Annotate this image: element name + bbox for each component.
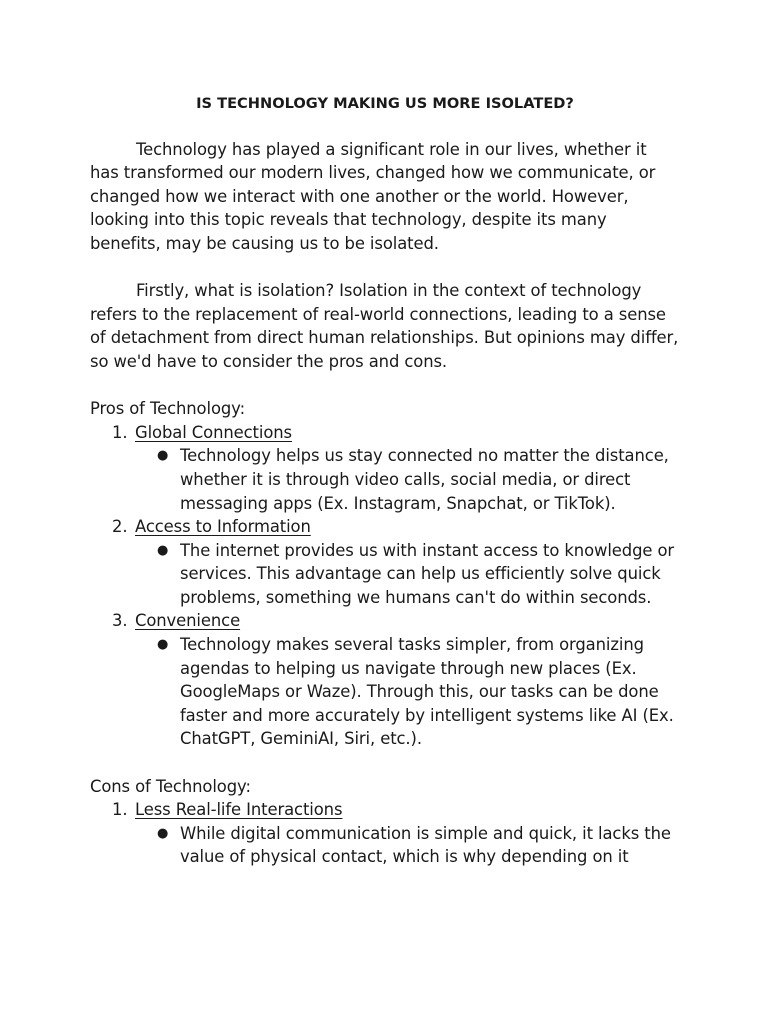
- cons-item: [90, 798, 680, 869]
- definition-paragraph: Firstly, what is isolation? Isolation in the context of technology refers to the replacement of real-world connections, leading to a sense of detachment from direct human relationships. But opinions may differ, so we'd have to consider the pros and cons.: [90, 281, 679, 371]
- bullet-item: [135, 444, 680, 515]
- pros-list: [90, 421, 680, 751]
- item-title: Access to Information: [135, 517, 311, 537]
- bullet-icon: ●: [157, 637, 169, 653]
- item-number: 3.: [112, 611, 128, 631]
- bullet-text: While digital communication is simple and quick, it lacks the value of physical contact, which is why depending on it: [180, 823, 671, 867]
- item-title: Convenience: [135, 611, 241, 631]
- bullet-icon: ●: [157, 448, 169, 464]
- item-bullets: [135, 822, 680, 869]
- intro-paragraph: Technology has played a significant role in our lives, whether it has transformed our modern lives, changed how we communicate, or changed how we interact with one another or the world. However, looking into this topic reveals that technology, despite its many benefits, may be causing us to be isolated.: [90, 139, 656, 253]
- cons-heading: Cons of Technology:: [90, 776, 251, 796]
- pros-item: [90, 515, 680, 609]
- item-title: Less Real-life Interactions: [135, 800, 343, 820]
- bullet-item: [135, 822, 680, 869]
- document-title: IS TECHNOLOGY MAKING US MORE ISOLATED?: [196, 95, 574, 112]
- pros-heading: Pros of Technology:: [90, 399, 246, 419]
- bullet-item: [135, 633, 680, 751]
- bullet-text: The internet provides us with instant access to knowledge or services. This advantage can help us efficiently solve quick problems, something we humans can't do within seconds.: [180, 540, 675, 607]
- bullet-icon: ●: [157, 825, 169, 841]
- bullet-icon: ●: [157, 542, 169, 558]
- cons-list: [90, 798, 680, 869]
- bullet-text: Technology helps us stay connected no matter the distance, whether it is through video calls, social media, or direct messaging apps (Ex. Instagram, Snapchat, or TikTok).: [180, 446, 669, 513]
- item-title: Global Connections: [135, 422, 292, 442]
- item-bullets: [135, 633, 680, 751]
- item-number: 2.: [112, 517, 128, 537]
- item-bullets: [135, 444, 680, 515]
- item-number: 1.: [112, 422, 128, 442]
- item-number: 1.: [112, 800, 128, 820]
- bullet-item: [135, 539, 680, 610]
- item-bullets: [135, 539, 680, 610]
- pros-item: [90, 609, 680, 751]
- pros-item: [90, 421, 680, 515]
- bullet-text: Technology makes several tasks simpler, from organizing agendas to helping us navigate through new places (Ex. GoogleMaps or Waze). Through this, our tasks can be done faster and more accurately by intelligent systems like AI (Ex. ChatGPT, GeminiAI, Siri, etc.).: [180, 635, 674, 749]
